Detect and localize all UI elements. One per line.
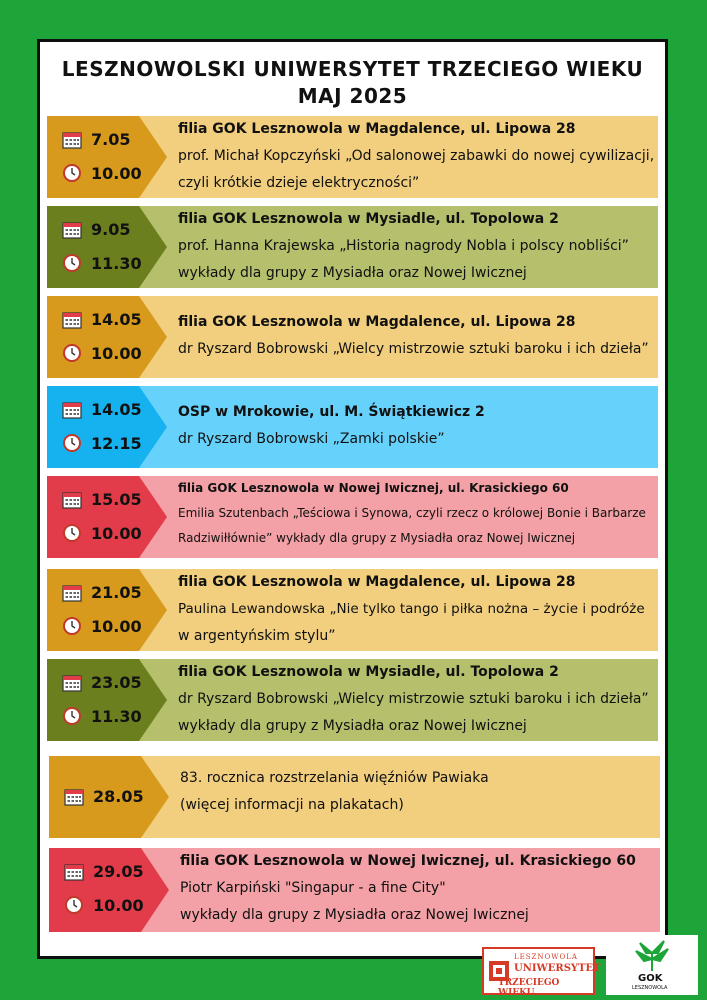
- event-place: filia GOK Lesznowola w Nowej Iwicznej, ul. Krasickiego 60: [178, 481, 569, 495]
- event-time: 11.30: [91, 254, 142, 273]
- event-description: prof. Michał Kopczyński „Od salonowej zabawki do nowej cywilizacji,: [178, 148, 655, 164]
- event-description: dr Ryszard Bobrowski „Wielcy mistrzowie sztuki baroku i ich dzieła”: [178, 341, 649, 357]
- event-row: [47, 386, 658, 468]
- event-date: 15.05: [91, 490, 142, 509]
- clock-icon: [65, 896, 83, 914]
- utw-logo-top: LESZNOWOLA: [514, 953, 578, 961]
- event-place: filia GOK Lesznowola w Magdalence, ul. Lipowa 28: [178, 121, 576, 137]
- clock-icon: [63, 707, 81, 725]
- event-time: 10.00: [91, 344, 142, 363]
- event-place: filia GOK Lesznowola w Nowej Iwicznej, ul. Krasickiego 60: [180, 853, 636, 869]
- event-place: filia GOK Lesznowola w Magdalence, ul. Lipowa 28: [178, 574, 576, 590]
- clock-icon: [63, 434, 81, 452]
- calendar-icon: [64, 788, 84, 806]
- event-place: filia GOK Lesznowola w Mysiadle, ul. Topolowa 2: [178, 664, 559, 680]
- clock-icon: [63, 254, 81, 272]
- utw-logo: [482, 947, 601, 998]
- gok-logo-text: GOK: [638, 973, 663, 984]
- event-date: 14.05: [91, 310, 142, 329]
- utw-logo-bot: TRZECIEGO WIEKU: [498, 978, 560, 998]
- leaf-icon: [632, 939, 672, 973]
- clock-icon: [63, 524, 81, 542]
- event-note: wykłady dla grupy z Mysiadła oraz Nowej Iwicznej: [178, 265, 527, 281]
- event-row-background: [47, 386, 658, 468]
- calendar-icon: [62, 491, 82, 509]
- calendar-icon: [62, 401, 82, 419]
- page-subtitle: MAJ 2025: [297, 84, 408, 108]
- event-time: 10.00: [91, 617, 142, 636]
- event-time: 11.30: [91, 707, 142, 726]
- event-note: wykłady dla grupy z Mysiadła oraz Nowej Iwicznej: [180, 907, 529, 923]
- event-date: 7.05: [91, 130, 131, 149]
- event-row: [47, 296, 658, 378]
- event-description: prof. Hanna Krajewska „Historia nagrody Nobla i polscy nobliści”: [178, 238, 629, 254]
- clock-icon: [63, 164, 81, 182]
- event-time: 10.00: [93, 896, 144, 915]
- event-note: w argentyńskim stylu”: [178, 628, 336, 644]
- calendar-icon: [62, 674, 82, 692]
- event-description: Emilia Szutenbach „Teściowa i Synowa, czyli rzecz o królowej Bonie i Barbarze: [178, 506, 646, 520]
- calendar-icon: [62, 221, 82, 239]
- event-row: [47, 206, 658, 288]
- page-title: LESZNOWOLSKI UNIWERSYTET TRZECIEGO WIEKU: [61, 57, 644, 81]
- event-row: [47, 569, 658, 651]
- event-time: 10.00: [91, 164, 142, 183]
- clock-icon: [63, 344, 81, 362]
- calendar-icon: [64, 863, 84, 881]
- event-date: 9.05: [91, 220, 131, 239]
- event-row: [47, 116, 658, 198]
- event-row: [47, 476, 658, 558]
- event-note: Radziwiłłównie” wykłady dla grupy z Mysiadła oraz Nowej Iwicznej: [178, 531, 576, 545]
- event-description: dr Ryszard Bobrowski „Wielcy mistrzowie sztuki baroku i ich dzieła”: [178, 691, 649, 707]
- clock-icon: [63, 617, 81, 635]
- calendar-icon: [62, 584, 82, 602]
- event-row: [47, 659, 658, 741]
- event-date: 14.05: [91, 400, 142, 419]
- event-note: wykłady dla grupy z Mysiadła oraz Nowej Iwicznej: [178, 718, 527, 734]
- event-description: dr Ryszard Bobrowski „Zamki polskie”: [178, 431, 445, 447]
- event-description: Paulina Lewandowska „Nie tylko tango i piłka nożna – życie i podróże: [178, 601, 645, 617]
- event-description: 83. rocznica rozstrzelania więźniów Pawiaka: [180, 770, 489, 786]
- event-date: 21.05: [91, 583, 142, 602]
- gok-logo: [606, 935, 698, 995]
- calendar-icon: [62, 311, 82, 329]
- utw-logo-mid: UNIWERSYTET: [514, 963, 601, 974]
- gok-logo-sub: LESZNOWOLA: [632, 985, 668, 991]
- event-note: (więcej informacji na plakatach): [180, 797, 404, 813]
- event-time: 12.15: [91, 434, 142, 453]
- event-time: 10.00: [91, 524, 142, 543]
- event-row: [49, 848, 660, 932]
- event-date: 29.05: [93, 862, 144, 881]
- event-date: 28.05: [93, 787, 144, 806]
- event-row-background: [47, 296, 658, 378]
- event-row: [49, 756, 660, 838]
- event-note: czyli krótkie dzieje elektryczności”: [178, 175, 420, 191]
- event-place: filia GOK Lesznowola w Mysiadle, ul. Topolowa 2: [178, 211, 559, 227]
- event-description: Piotr Karpiński "Singapur - a fine City": [180, 880, 446, 896]
- event-place: OSP w Mrokowie, ul. M. Świątkiewicz 2: [178, 404, 485, 420]
- calendar-icon: [62, 131, 82, 149]
- event-date: 23.05: [91, 673, 142, 692]
- event-place: filia GOK Lesznowola w Magdalence, ul. Lipowa 28: [178, 314, 576, 330]
